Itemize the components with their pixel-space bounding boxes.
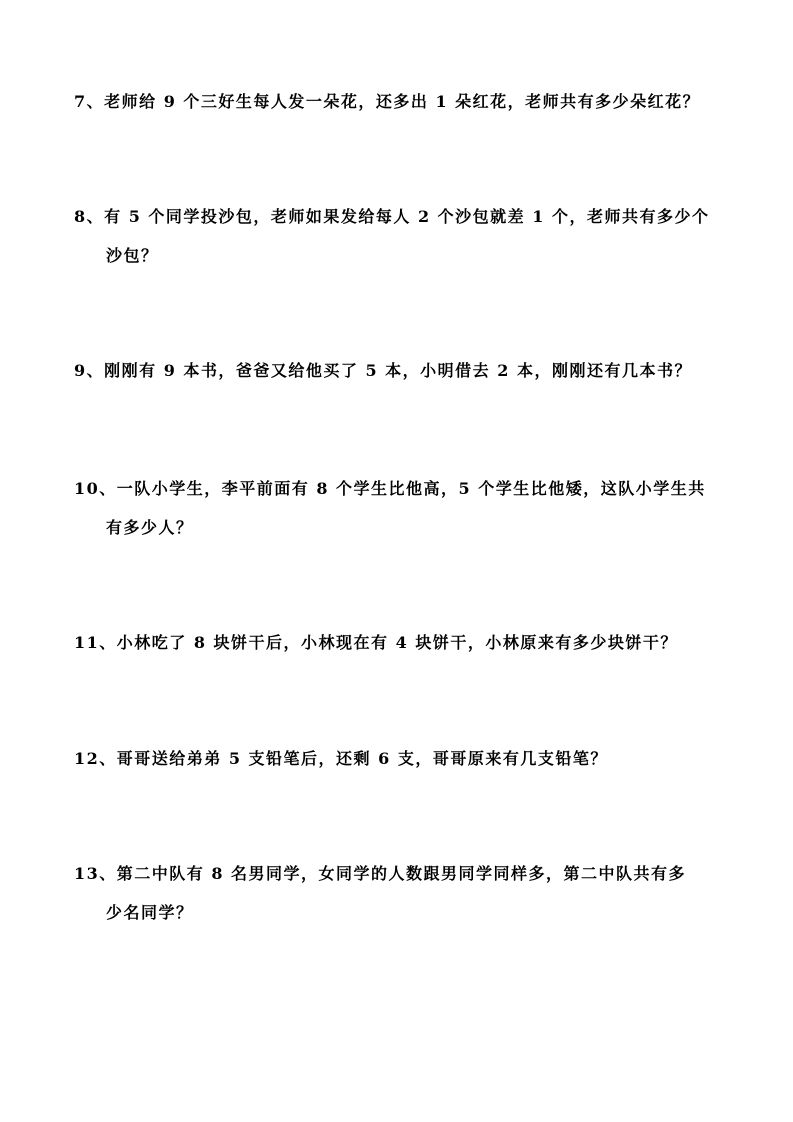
question-11-text: 11、小林吃了 8 块饼干后，小林现在有 4 块饼干，小林原来有多少块饼干？ xyxy=(74,633,678,652)
question-9-text: 9、刚刚有 9 本书，爸爸又给他买了 5 本，小明借去 2 本，刚刚还有几本书？ xyxy=(74,361,692,380)
question-8-text-cont: 沙包？ xyxy=(106,246,159,265)
question-10-text: 10、一队小学生，李平前面有 8 个学生比他高，5 个学生比他矮，这队小学生共 xyxy=(74,479,706,498)
question-13-text: 13、第二中队有 8 名男同学，女同学的人数跟男同学同样多，第二中队共有多 xyxy=(74,864,687,883)
question-10-text-cont: 有多少人？ xyxy=(106,518,194,537)
question-13-text-cont: 少名同学？ xyxy=(106,903,194,922)
question-8-text: 8、有 5 个同学投沙包，老师如果发给每人 2 个沙包就差 1 个，老师共有多少个 xyxy=(74,207,710,226)
question-7-text: 7、老师给 9 个三好生每人发一朵花，还多出 1 朵红花，老师共有多少朵红花？ xyxy=(74,92,701,111)
question-12-text: 12、哥哥送给弟弟 5 支铅笔后，还剩 6 支，哥哥原来有几支铅笔？ xyxy=(74,749,608,768)
